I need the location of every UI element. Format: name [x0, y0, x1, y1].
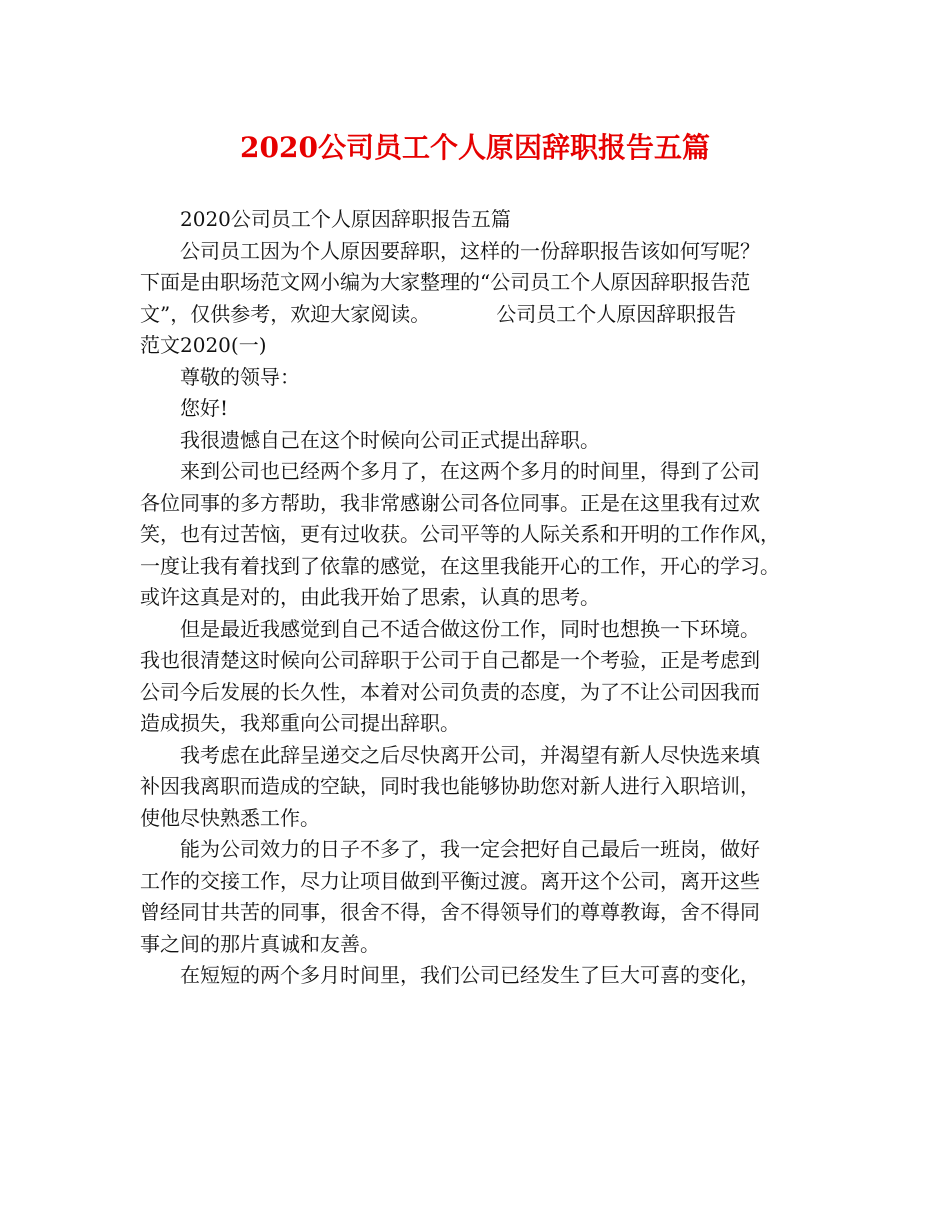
paragraph-line: 下面是由职场范文网小编为大家整理的“公司员工个人原因辞职报告范 [140, 270, 751, 294]
paragraph-line: 我很遗憾自己在这个时候向公司正式提出辞职。 [180, 427, 600, 452]
paragraph-line: 公司今后发展的长久性，本着对公司负责的态度，为了不让公司因我而 [140, 679, 760, 704]
paragraph-line: 各位同事的多方帮助，我非常感谢公司各位同事。正是在这里我有过欢 [140, 490, 760, 515]
paragraph-line: 补因我离职而造成的空缺，同时我也能够协助您对新人进行入职培训， [140, 774, 760, 798]
paragraph-line: 在短短的两个多月时间里，我们公司已经发生了巨大可喜的变化， [180, 963, 760, 987]
paragraph-line: 或许这真是对的，由此我开始了思索，认真的思考。 [140, 585, 600, 609]
subtitle-line: 2020公司员工个人原因辞职报告五篇 [180, 207, 511, 231]
paragraph-line: 造成损失，我郑重向公司提出辞职。 [140, 711, 460, 735]
paragraph-line: 工作的交接工作，尽力让项目做到平衡过渡。离开这个公司，离开这些 [140, 868, 760, 893]
paragraph-line: 笑，也有过苦恼，更有过收获。公司平等的人际关系和开明的工作作风， [140, 522, 780, 546]
section-heading-line: 范文2020(一) [140, 333, 267, 357]
salutation-line: 尊敬的领导： [180, 364, 300, 389]
paragraph-segment: 文”，仅供参考，欢迎大家阅读。 [140, 301, 431, 326]
paragraph-line: 来到公司也已经两个多月了，在这两个多月的时间里，得到了公司 [180, 459, 760, 483]
section-heading-segment: 公司员工个人原因辞职报告 [496, 301, 737, 326]
paragraph-line: 公司员工因为个人原因要辞职，这样的一份辞职报告该如何写呢？ [180, 238, 760, 263]
paragraph-line: 我考虑在此辞呈递交之后尽快离开公司，并渴望有新人尽快选来填 [180, 742, 760, 767]
paragraph-line-composite [140, 299, 830, 331]
paragraph-line: 使他尽快熟悉工作。 [140, 805, 320, 830]
paragraph-line: 一度让我有着找到了依靠的感觉，在这里我能开心的工作，开心的学习。 [140, 553, 780, 578]
paragraph-line: 我也很清楚这时候向公司辞职于公司于自己都是一个考验，正是考虑到 [140, 648, 760, 672]
document-title: 2020公司员工个人原因辞职报告五篇 [240, 131, 710, 164]
paragraph-line: 曾经同甘共苦的同事，很舍不得，舍不得领导们的尊尊教诲，舍不得同 [140, 900, 760, 924]
document-body [140, 204, 830, 992]
paragraph-line: 但是最近我感觉到自己不适合做这份工作，同时也想换一下环境。 [180, 616, 760, 641]
greeting-line: 您好! [180, 396, 229, 420]
paragraph-line: 事之间的那片真诚和友善。 [140, 931, 380, 956]
paragraph-line: 能为公司效力的日子不多了，我一定会把好自己最后一班岗，做好 [180, 837, 760, 861]
